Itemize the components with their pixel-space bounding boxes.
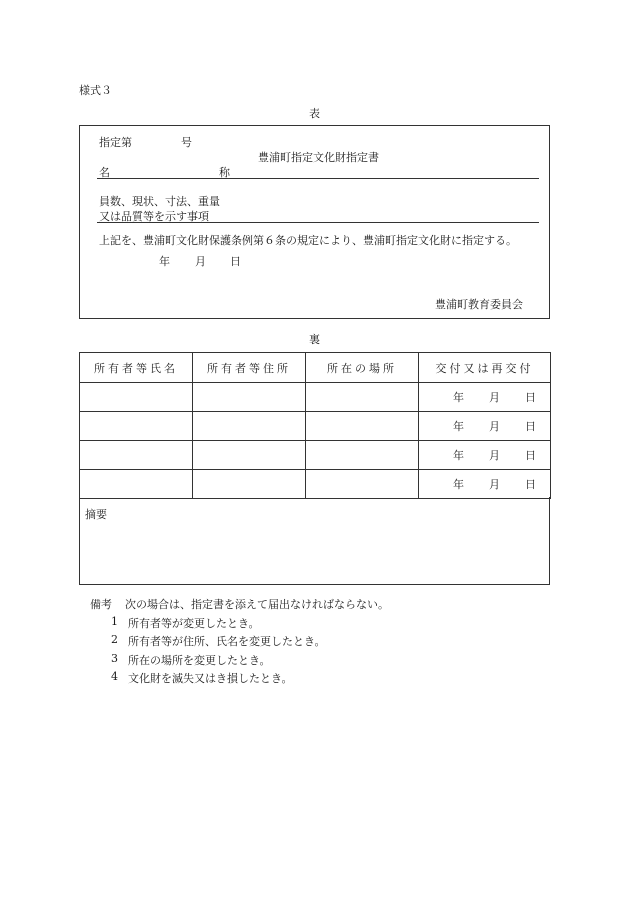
table-row [80, 383, 551, 412]
table-row [80, 412, 551, 441]
form-number: 様式３ [79, 84, 112, 97]
notes-label: 備考 [90, 598, 112, 611]
note-item-text: 所有者等が住所、氏名を変更したとき。 [128, 635, 326, 648]
name-field-line [97, 178, 539, 179]
owner-history-table [79, 352, 551, 499]
date-day: 日 [525, 449, 536, 462]
table-header-row [80, 353, 551, 383]
designation-number-suffix: 号 [181, 136, 192, 149]
issue-date-cell [419, 441, 551, 470]
date-year: 年 [453, 391, 464, 404]
designation-number-label: 指定第 [99, 136, 132, 149]
note-item-number: 3 [111, 652, 118, 665]
quantity-label-line2: 又は品質等を示す事項 [99, 210, 209, 223]
note-item-text: 所有者等が変更したとき。 [128, 617, 260, 630]
date-year: 年 [453, 420, 464, 433]
certificate-front-box [79, 125, 550, 319]
owner-name-cell [80, 470, 193, 499]
date-month: 月 [489, 449, 500, 462]
date-day: 日 [230, 255, 241, 268]
location-cell [306, 383, 419, 412]
note-item-text: 所在の場所を変更したとき。 [128, 654, 271, 667]
date-month: 月 [489, 391, 500, 404]
owner-address-cell [193, 383, 306, 412]
date-day: 日 [525, 391, 536, 404]
column-header-location: 所在の場所 [306, 353, 419, 383]
quantity-label-line1: 員数、現状、寸法、重量 [99, 195, 220, 208]
location-cell [306, 470, 419, 499]
column-header-owner-address: 所有者等住所 [193, 353, 306, 383]
date-year: 年 [453, 478, 464, 491]
date-month: 月 [489, 478, 500, 491]
remarks-box [79, 497, 550, 585]
date-month: 月 [195, 255, 206, 268]
quantity-field-line [97, 222, 539, 223]
owner-name-cell [80, 412, 193, 441]
date-year: 年 [453, 449, 464, 462]
date-month: 月 [489, 420, 500, 433]
owner-address-cell [193, 470, 306, 499]
front-heading: 表 [309, 107, 320, 120]
name-label-second: 称 [219, 166, 230, 179]
name-label-first: 名 [99, 166, 110, 179]
designation-statement: 上記を、豊浦町文化財保護条例第６条の規定により、豊浦町指定文化財に指定する。 [99, 234, 517, 247]
date-day: 日 [525, 420, 536, 433]
date-year: 年 [159, 255, 170, 268]
owner-address-cell [193, 412, 306, 441]
note-item-number: 1 [111, 615, 118, 628]
table-row [80, 470, 551, 499]
owner-name-cell [80, 383, 193, 412]
column-header-owner-name: 所有者等氏名 [80, 353, 193, 383]
note-item-number: 2 [111, 633, 118, 646]
owner-address-cell [193, 441, 306, 470]
location-cell [306, 412, 419, 441]
column-header-issue-date: 交付又は再交付 [419, 353, 551, 383]
note-item-text: 文化財を滅失又はき損したとき。 [128, 672, 293, 685]
issue-date-cell [419, 383, 551, 412]
back-heading: 裏 [309, 333, 320, 346]
owner-name-cell [80, 441, 193, 470]
date-day: 日 [525, 478, 536, 491]
remarks-label: 摘要 [85, 508, 107, 521]
issuer-name: 豊浦町教育委員会 [435, 298, 523, 311]
notes-intro: 次の場合は、指定書を添えて届出なければならない。 [125, 598, 389, 611]
certificate-title: 豊浦町指定文化財指定書 [258, 151, 379, 164]
note-item-number: 4 [111, 670, 118, 683]
issue-date-cell [419, 412, 551, 441]
location-cell [306, 441, 419, 470]
table-row [80, 441, 551, 470]
issue-date-cell [419, 470, 551, 499]
